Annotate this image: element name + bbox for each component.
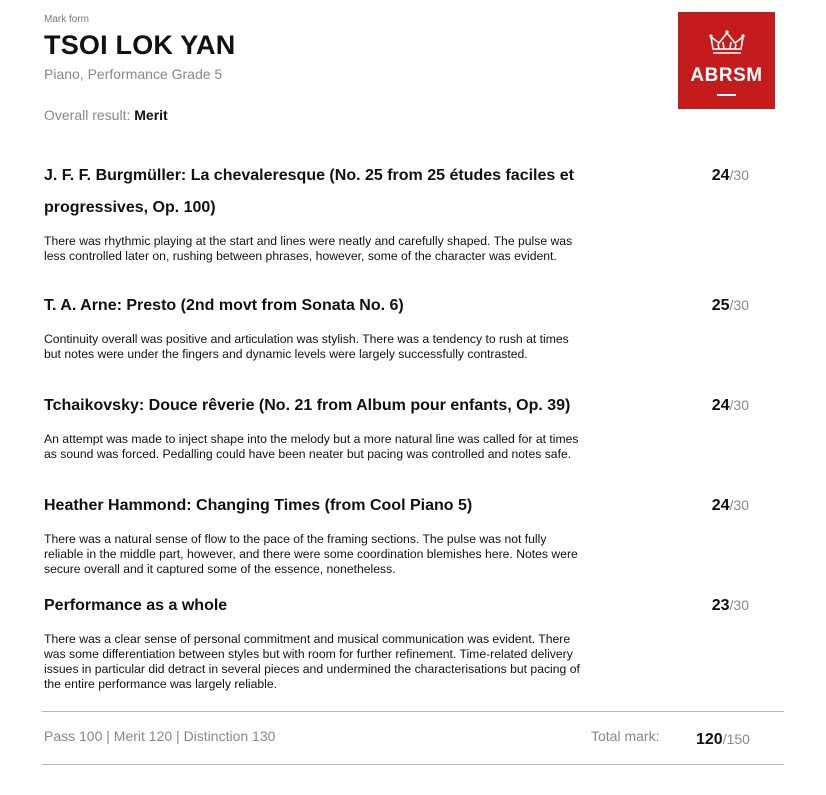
piece-comment: There was rhythmic playing at the start and lines were neatly and carefully shaped. The pulse was less controlled later on, rushing between phrases, however, some of the character was evident. xyxy=(44,234,573,263)
piece-comment: There was a natural sense of flow to the pace of the framing sections. The pulse was not fully reliable in the middle part, however, and there were some coordination blemishes here. Notes were secure overall and it captured some of the essence, nonetheless. xyxy=(44,532,578,576)
piece-comment: Continuity overall was positive and articulation was stylish. There was a tendency to rush at times but notes were under the fingers and dynamic levels were largely successfully contrasted. xyxy=(44,332,569,361)
instrument-grade: Piano, Performance Grade 5 xyxy=(44,66,223,82)
piece-mark-value: 24 xyxy=(711,397,730,414)
piece-mark-value: 25 xyxy=(711,297,730,314)
piece-title: Performance as a whole xyxy=(44,597,228,614)
footer-divider-bottom xyxy=(42,764,784,765)
abrsm-logo xyxy=(678,12,775,109)
total-mark xyxy=(696,731,750,749)
total-mark-max: /150 xyxy=(722,731,750,747)
footer-divider-top xyxy=(42,711,784,712)
piece-title: J. F. F. Burgmüller: La chevaleresque (No. 25 from 25 études faciles et progressives, Op. 100) xyxy=(44,167,574,216)
piece-comment: There was a clear sense of personal commitment and musical communication was evident. There was some differentiation between styles but with room for further refinement. Time-related delivery issues in particular did detract in several pieces and undermined the characterisations but pacing of the entire performance was largely reliable. xyxy=(44,632,580,691)
piece-section xyxy=(44,290,749,362)
piece-mark-value: 23 xyxy=(711,597,730,614)
logo-text: ABRSM xyxy=(690,65,763,86)
piece-section xyxy=(44,490,749,577)
piece-mark xyxy=(712,297,749,315)
piece-mark-max: /30 xyxy=(729,297,749,313)
candidate-name: TSOI LOK YAN xyxy=(44,30,236,60)
piece-mark xyxy=(712,167,749,185)
piece-mark-value: 24 xyxy=(711,497,730,514)
piece-mark-max: /30 xyxy=(729,497,749,513)
total-mark-value: 120 xyxy=(696,731,723,748)
piece-section xyxy=(44,390,749,462)
logo-underline xyxy=(717,94,736,96)
piece-mark xyxy=(712,497,749,515)
piece-section xyxy=(44,160,749,264)
piece-title: Heather Hammond: Changing Times (from Cool Piano 5) xyxy=(44,497,473,514)
piece-comment: An attempt was made to inject shape into the melody but a more natural line was called for at times as sound was forced. Pedalling could have been neater but pacing was controlled and notes safe. xyxy=(44,432,579,461)
piece-section xyxy=(44,590,749,692)
piece-mark-max: /30 xyxy=(729,167,749,183)
overall-result xyxy=(44,107,168,123)
total-mark-label: Total mark: xyxy=(591,728,660,744)
form-label: Mark form xyxy=(44,14,89,25)
piece-title: T. A. Arne: Presto (2nd movt from Sonata No. 6) xyxy=(44,297,404,314)
piece-title: Tchaikovsky: Douce rêverie (No. 21 from Album pour enfants, Op. 39) xyxy=(44,397,571,414)
overall-result-value: Merit xyxy=(134,107,168,123)
piece-mark-value: 24 xyxy=(711,167,730,184)
grade-thresholds: Pass 100 | Merit 120 | Distinction 130 xyxy=(44,728,276,744)
overall-result-label: Overall result: xyxy=(44,107,131,123)
piece-mark-max: /30 xyxy=(729,597,749,613)
piece-mark-max: /30 xyxy=(729,397,749,413)
piece-mark xyxy=(712,597,749,615)
piece-mark xyxy=(712,397,749,415)
crown-icon xyxy=(678,30,775,61)
